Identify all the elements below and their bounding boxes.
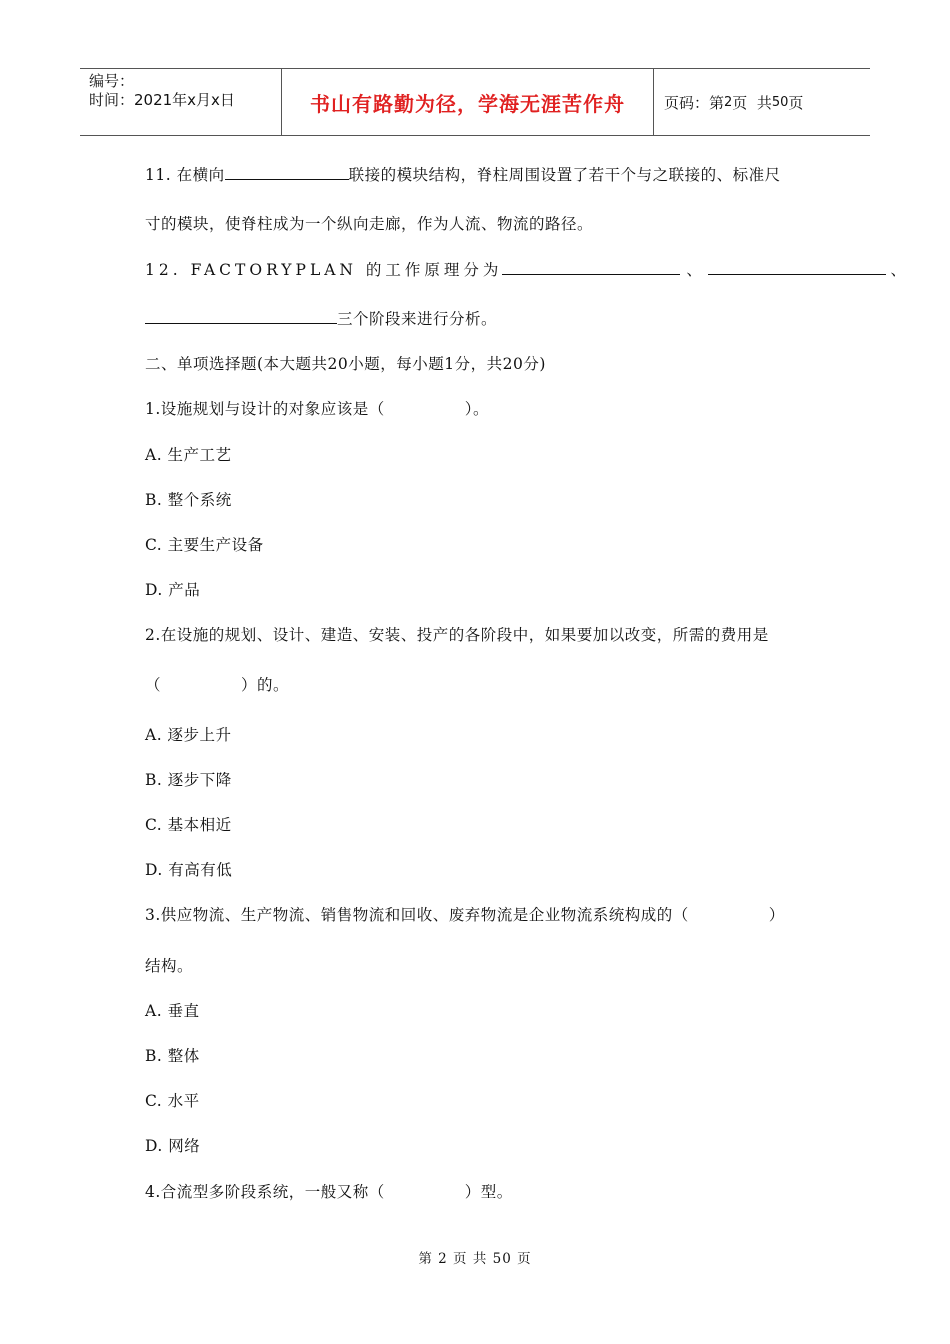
page-label: 页码：第 xyxy=(664,93,725,112)
option-b: B. 整个系统 xyxy=(145,491,232,509)
question-12-line-2 xyxy=(145,307,497,329)
page-mid: 页 共 xyxy=(732,93,772,112)
header-motto: 书山有路勤为径，学海无涯苦作舟 xyxy=(282,69,654,135)
page-header xyxy=(80,68,870,136)
question-11-line-2: 寸的模块，使脊柱成为一个纵向走廊，作为人流、物流的路径。 xyxy=(145,215,594,233)
header-page-info xyxy=(654,69,870,135)
question-3-stem: 3.供应物流、生产物流、销售物流和回收、废弃物流是企业物流系统构成的（ ） xyxy=(145,906,785,924)
serial-number-label: 编号： xyxy=(89,72,135,90)
question-12-line-1 xyxy=(145,258,906,280)
option-a: A. 垂直 xyxy=(145,1002,200,1020)
option-c: C. 主要生产设备 xyxy=(145,536,264,554)
question-1-stem: 1.设施规划与设计的对象应该是（ ）。 xyxy=(145,400,490,418)
option-d: D. 网络 xyxy=(145,1137,201,1155)
question-2-stem-cont: （ ）的。 xyxy=(145,676,290,694)
question-12-text: 12. FACTORYPLAN 的工作原理分为 xyxy=(145,261,503,279)
answer-blank xyxy=(708,260,886,275)
question-4-stem: 4.合流型多阶段系统，一般又称（ ）型。 xyxy=(145,1183,513,1201)
separator: 、 xyxy=(686,261,703,279)
question-3-stem-cont: 结构。 xyxy=(145,957,194,975)
option-a: A. 生产工艺 xyxy=(145,446,232,464)
option-b: B. 整体 xyxy=(145,1047,200,1065)
section-heading: 二、单项选择题(本大题共20小题，每小题1分，共20分) xyxy=(145,355,546,373)
separator: 、 xyxy=(890,261,907,279)
page-end: 页 xyxy=(788,93,804,112)
question-2-stem: 2.在设施的规划、设计、建造、安装、投产的各阶段中，如果要加以改变，所需的费用是 xyxy=(145,626,769,644)
question-12-text-end: 三个阶段来进行分析。 xyxy=(337,310,498,328)
date-label: 时间：2021年x月x日 xyxy=(89,91,235,109)
page-number: 2 xyxy=(724,94,733,110)
answer-blank xyxy=(145,309,337,324)
option-c: C. 基本相近 xyxy=(145,816,232,834)
question-11-text-cont: 联接的模块结构，脊柱周围设置了若干个与之联接的、标准尺 xyxy=(348,166,781,184)
answer-blank xyxy=(502,260,680,275)
option-c: C. 水平 xyxy=(145,1092,200,1110)
question-11-text: 11. 在横向 xyxy=(145,166,225,184)
page-total: 50 xyxy=(771,94,789,110)
page-footer: 第 2 页 共 50 页 xyxy=(418,1251,532,1267)
option-b: B. 逐步下降 xyxy=(145,771,232,789)
option-d: D. 产品 xyxy=(145,581,201,599)
answer-blank xyxy=(225,165,349,180)
question-11-line-1 xyxy=(145,163,781,185)
option-a: A. 逐步上升 xyxy=(145,726,232,744)
option-d: D. 有高有低 xyxy=(145,861,233,879)
header-meta xyxy=(80,69,282,135)
